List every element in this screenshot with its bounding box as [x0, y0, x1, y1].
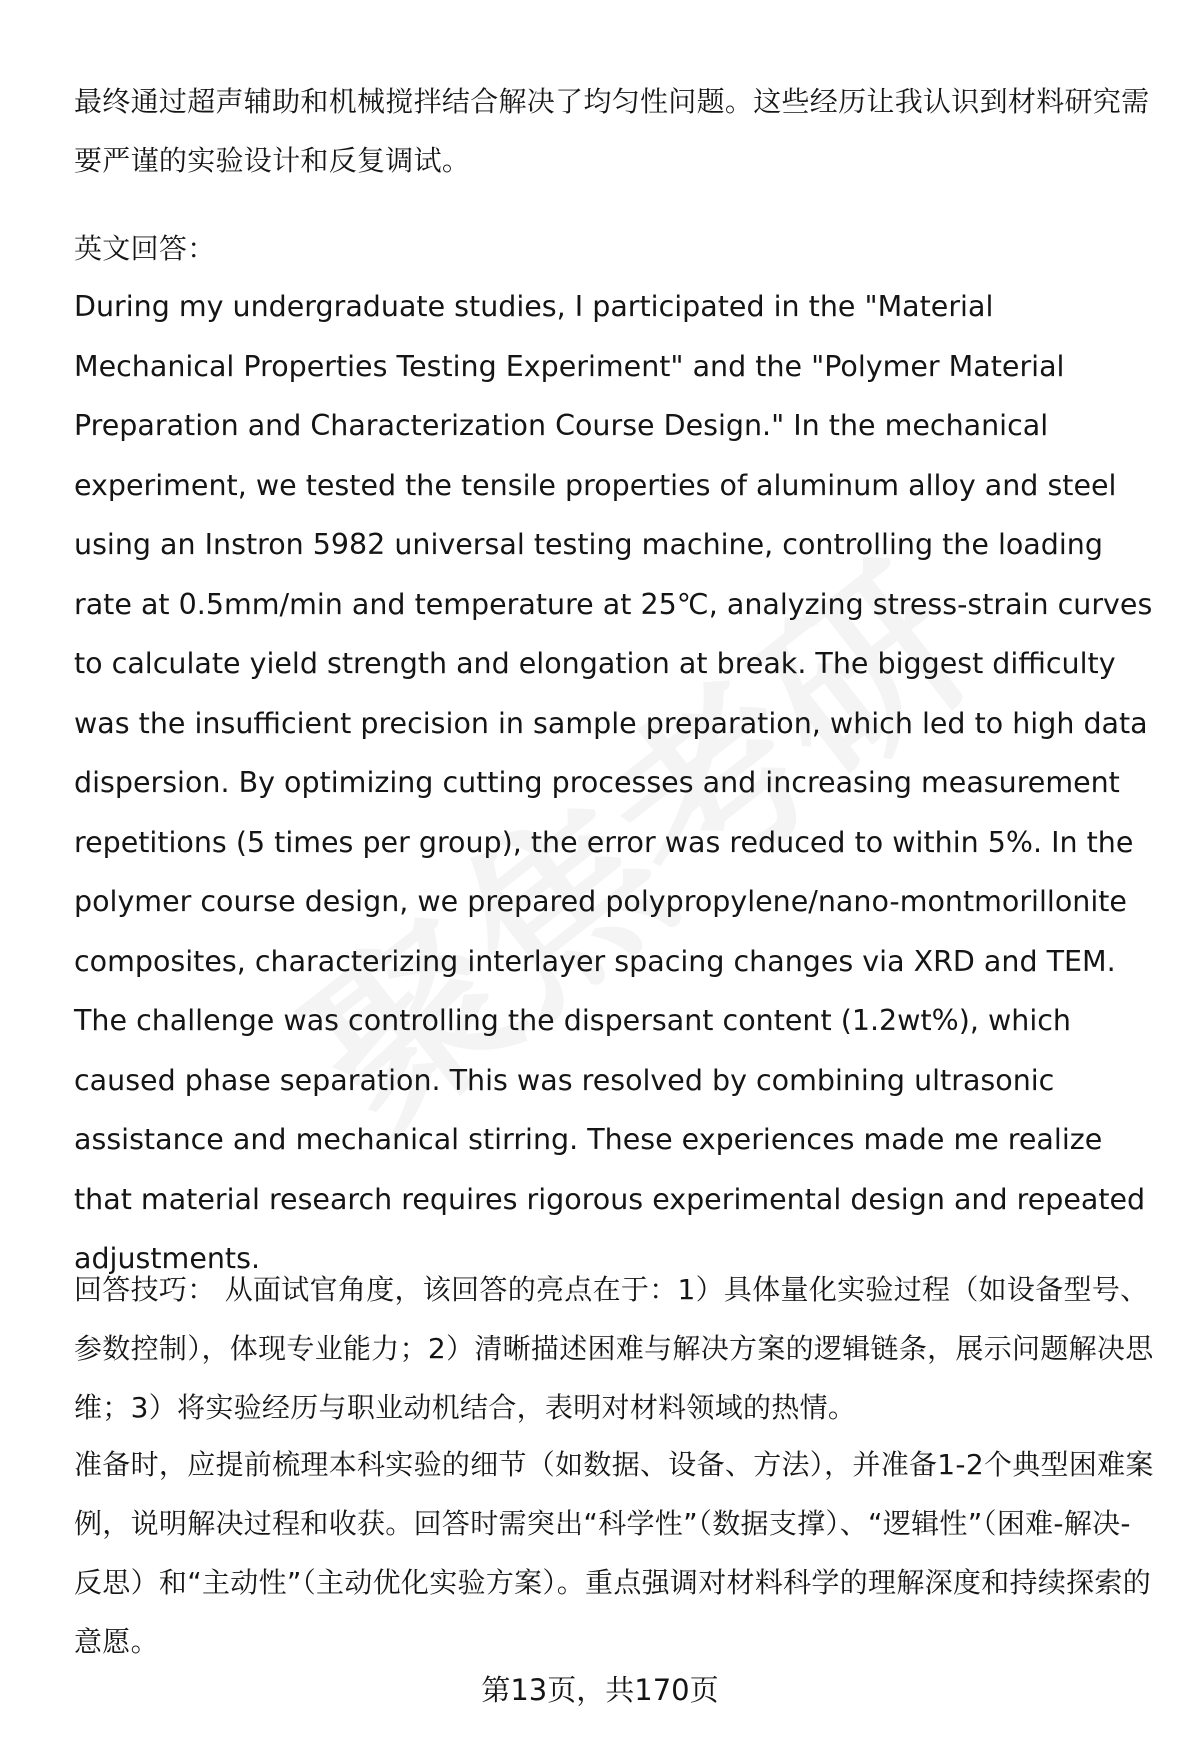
english-answer-paragraph: During my undergraduate studies, I participated in the "Material Mechanical Properties Testing Experiment" and the "Polymer Material Preparation and Characterization Course Design." In the mechanical experiment, we tested the tensile properties of aluminum alloy and steel using an Instron 5982 universal testing machine, controlling the loading rate at 0.5mm/min and temperature at 25℃, analyzing stress-strain curves to calculate yield strength and elongation at break. The biggest difficulty was the insufficient precision in sample preparation, which led to high data dispersion. By optimizing cutting processes and increasing measurement repetitions (5 times per group), the error was reduced to within 5%. In the polymer course design, we prepared polypropylene/nano-montmorillonite composites, characterizing interlayer spacing changes via XRD and TEM. The challenge was controlling the dispersant content (1.2wt%), which caused phase separation. This was resolved by combining ultrasonic assistance and mechanical stirring. These experiences made me realize that material research requires rigorous experimental design and repeated adjustments. — [74, 290, 1153, 1275]
answer-tips-paragraph: 回答技巧： 从面试官角度，该回答的亮点在于：1）具体量化实验过程（如设备型号、参数控制），体现专业能力；2）清晰描述困难与解决方案的逻辑链条，展示问题解决思维；3）将实验经历与职业动机结合，表明对材料领域的热情。 — [74, 1273, 1154, 1424]
page-number: 第13页，共170页 — [481, 1673, 719, 1707]
preparation-paragraph: 准备时，应提前梳理本科实验的细节（如数据、设备、方法），并准备1-2个典型困难案例，说明解决过程和收获。回答时需突出“科学性”（数据支撑）、“逻辑性”（困难-解决-反思）和“主动性”（主动优化实验方案）。重点强调对材料科学的理解深度和持续探索的意愿。 — [74, 1448, 1154, 1658]
intro-paragraph: 最终通过超声辅助和机械搅拌结合解决了均匀性问题。这些经历让我认识到材料研究需要严谨的实验设计和反复调试。 — [74, 85, 1150, 177]
english-answer-label: 英文回答： — [74, 232, 216, 265]
